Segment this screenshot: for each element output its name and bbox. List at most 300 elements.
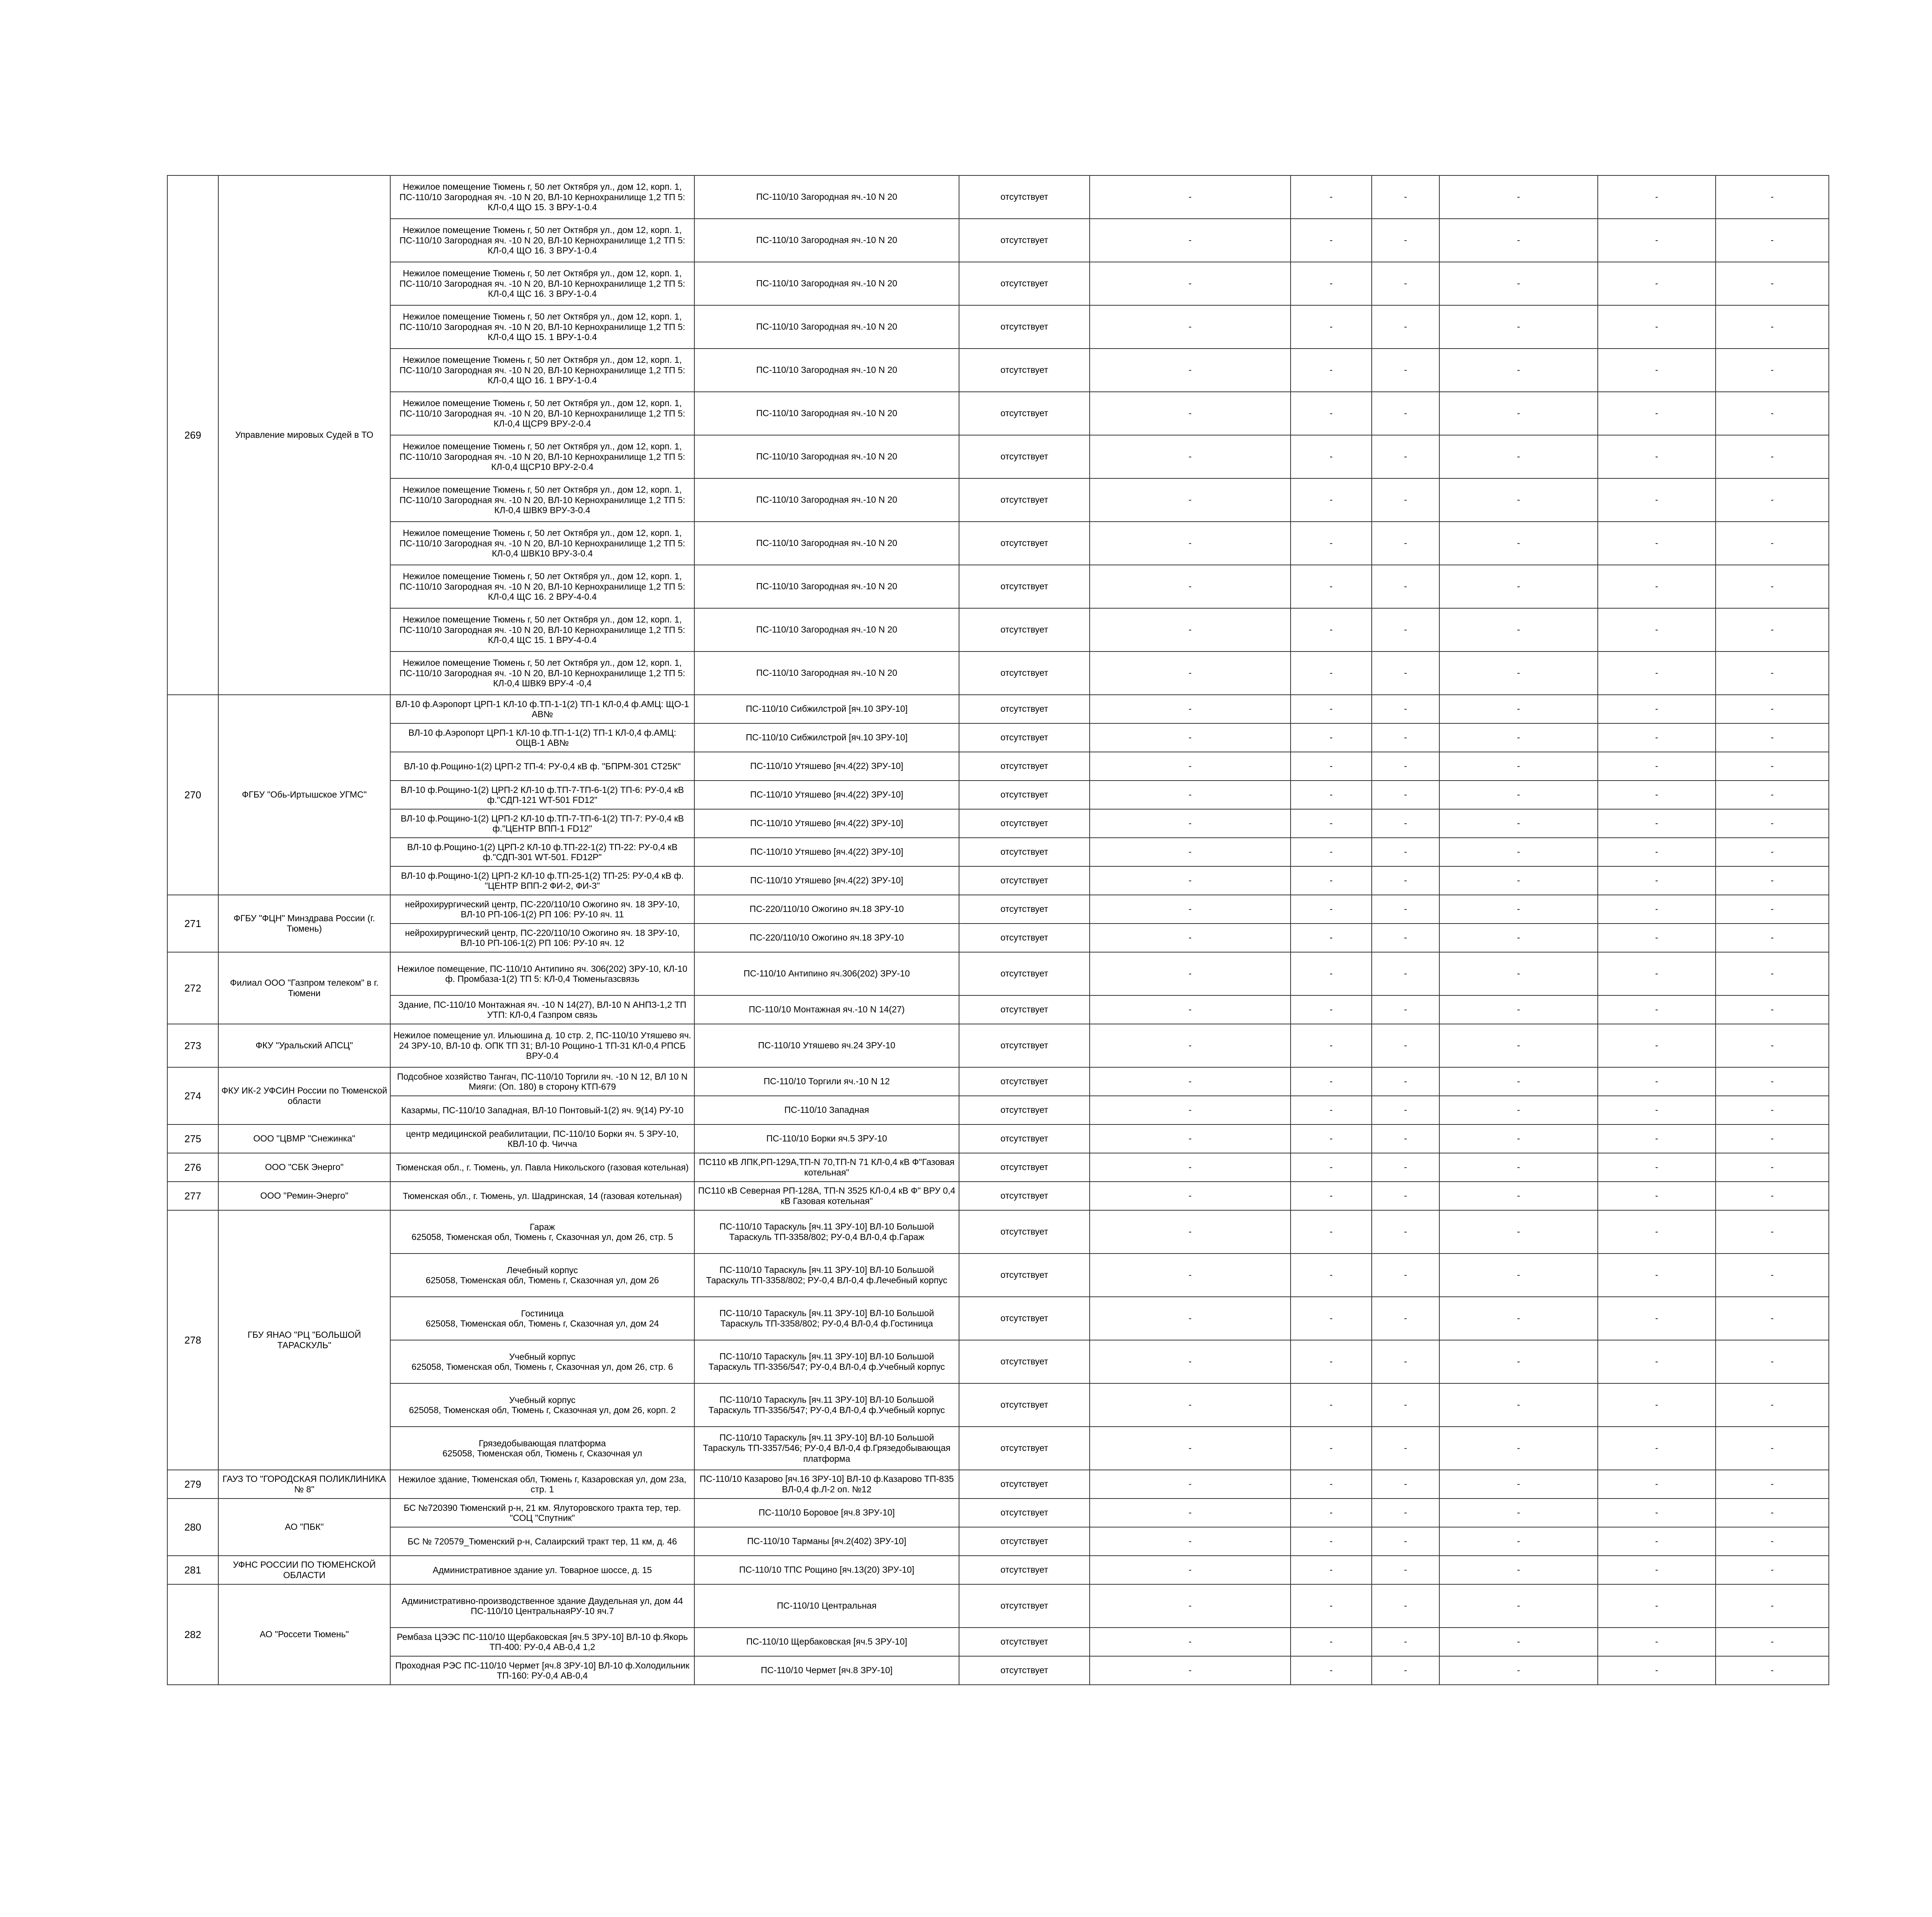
dash-cell: - xyxy=(1598,1556,1716,1584)
status-cell: отсутствует xyxy=(959,838,1090,866)
dash-cell: - xyxy=(1291,781,1372,809)
table-row xyxy=(167,781,1829,809)
dash-cell: - xyxy=(1598,838,1716,866)
substation-cell: ПС-110/10 Утяшево [яч.4(22) ЗРУ-10] xyxy=(694,866,959,895)
object-cell: Административно-производственное здание Даудельная ул, дом 44 ПС-110/10 ЦентральнаяРУ-10 яч.7 xyxy=(390,1584,694,1628)
dash-cell: - xyxy=(1291,1210,1372,1254)
dash-cell: - xyxy=(1598,1124,1716,1153)
substation-cell: ПС-110/10 Центральная xyxy=(694,1584,959,1628)
dash-cell: - xyxy=(1716,995,1829,1024)
dash-cell: - xyxy=(1291,1182,1372,1210)
dash-cell: - xyxy=(1090,1210,1291,1254)
substation-cell: ПС-110/10 Западная xyxy=(694,1096,959,1124)
table-row xyxy=(167,305,1829,349)
row-number: 269 xyxy=(167,175,218,695)
dash-cell: - xyxy=(1090,1254,1291,1297)
dash-cell: - xyxy=(1090,1470,1291,1499)
substation-cell: ПС-110/10 Чермет [яч.8 ЗРУ-10] xyxy=(694,1656,959,1685)
dash-cell: - xyxy=(1291,435,1372,478)
dash-cell: - xyxy=(1090,695,1291,723)
dash-cell: - xyxy=(1372,175,1439,219)
dash-cell: - xyxy=(1716,924,1829,952)
substation-cell: ПС-110/10 Боровое [яч.8 ЗРУ-10] xyxy=(694,1499,959,1527)
dash-cell: - xyxy=(1716,1254,1829,1297)
dash-cell: - xyxy=(1090,995,1291,1024)
dash-cell: - xyxy=(1598,1499,1716,1527)
status-cell: отсутствует xyxy=(959,175,1090,219)
substation-cell: ПС-110/10 Загородная яч.-10 N 20 xyxy=(694,478,959,522)
dash-cell: - xyxy=(1716,1067,1829,1096)
table-row xyxy=(167,809,1829,838)
dash-cell: - xyxy=(1439,752,1598,781)
object-cell: нейрохирургический центр, ПС-220/110/10 Ожогино яч. 18 ЗРУ-10, ВЛ-10 РП-106-1(2) РП 106: РУ-10 яч. 12 xyxy=(390,924,694,952)
dash-cell: - xyxy=(1372,1584,1439,1628)
substation-cell: ПС-110/10 Торгили яч.-10 N 12 xyxy=(694,1067,959,1096)
status-cell: отсутствует xyxy=(959,262,1090,305)
substation-cell: ПС-110/10 Тарманы [яч.2(402) ЗРУ-10] xyxy=(694,1527,959,1556)
object-cell: Нежилое помещение Тюмень г, 50 лет Октября ул., дом 12, корп. 1, ПС-110/10 Загородная яч. -10 N 20, ВЛ-10 Кернохранилище 1,2 ТП 5: КЛ-0,4 ЩС 16. 2 ВРУ-4-0.4 xyxy=(390,565,694,608)
organization-cell: ООО "ЦВМР "Снежинка" xyxy=(218,1124,390,1153)
dash-cell: - xyxy=(1716,1096,1829,1124)
dash-cell: - xyxy=(1291,1383,1372,1427)
table-row xyxy=(167,175,1829,219)
dash-cell: - xyxy=(1439,522,1598,565)
dash-cell: - xyxy=(1291,1527,1372,1556)
dash-cell: - xyxy=(1716,1584,1829,1628)
object-cell: Нежилое помещение Тюмень г, 50 лет Октября ул., дом 12, корп. 1, ПС-110/10 Загородная яч. -10 N 20, ВЛ-10 Кернохранилище 1,2 ТП 5: КЛ-0,4 ШВК10 ВРУ-3-0.4 xyxy=(390,522,694,565)
dash-cell: - xyxy=(1598,1024,1716,1067)
organization-cell: ФКУ ИК-2 УФСИН России по Тюменской области xyxy=(218,1067,390,1124)
dash-cell: - xyxy=(1598,608,1716,651)
dash-cell: - xyxy=(1439,1527,1598,1556)
dash-cell: - xyxy=(1439,1499,1598,1527)
dash-cell: - xyxy=(1598,349,1716,392)
row-number: 276 xyxy=(167,1153,218,1182)
dash-cell: - xyxy=(1598,1628,1716,1656)
dash-cell: - xyxy=(1372,1210,1439,1254)
dash-cell: - xyxy=(1598,1153,1716,1182)
dash-cell: - xyxy=(1291,392,1372,435)
object-cell: ВЛ-10 ф.Рощино-1(2) ЦРП-2 ТП-4: РУ-0,4 кВ ф. "БПРМ-301 СТ25К" xyxy=(390,752,694,781)
row-number: 273 xyxy=(167,1024,218,1067)
table-row xyxy=(167,1210,1829,1254)
dash-cell: - xyxy=(1372,1427,1439,1470)
substation-cell: ПС-110/10 Сибжилстрой [яч.10 ЗРУ-10] xyxy=(694,723,959,752)
dash-cell: - xyxy=(1716,1556,1829,1584)
dash-cell: - xyxy=(1372,809,1439,838)
table-row xyxy=(167,1024,1829,1067)
dash-cell: - xyxy=(1372,952,1439,995)
substation-cell: ПС-110/10 Борки яч.5 ЗРУ-10 xyxy=(694,1124,959,1153)
dash-cell: - xyxy=(1716,809,1829,838)
dash-cell: - xyxy=(1716,565,1829,608)
table-row xyxy=(167,478,1829,522)
dash-cell: - xyxy=(1716,175,1829,219)
object-cell: ВЛ-10 ф.Рощино-1(2) ЦРП-2 КЛ-10 ф.ТП-7-ТП-6-1(2) ТП-7: РУ-0,4 кВ ф."ЦЕНТР ВПП-1 FD12" xyxy=(390,809,694,838)
dash-cell: - xyxy=(1598,809,1716,838)
status-cell: отсутствует xyxy=(959,723,1090,752)
dash-cell: - xyxy=(1090,608,1291,651)
organization-cell: ФГБУ "Обь-Иртышское УГМС" xyxy=(218,695,390,895)
object-cell: Гостиница 625058, Тюменская обл, Тюмень г, Сказочная ул, дом 24 xyxy=(390,1297,694,1340)
organization-cell: ГАУЗ ТО "ГОРОДСКАЯ ПОЛИКЛИНИКА № 8" xyxy=(218,1470,390,1499)
object-cell: Нежилое помещение Тюмень г, 50 лет Октября ул., дом 12, корп. 1, ПС-110/10 Загородная яч. -10 N 20, ВЛ-10 Кернохранилище 1,2 ТП 5: КЛ-0,4 ШВК9 ВРУ-4 -0,4 xyxy=(390,651,694,695)
object-cell: Проходная РЭС ПС-110/10 Чермет [яч.8 ЗРУ-10] ВЛ-10 ф.Холодильник ТП-160: РУ-0,4 АВ-0,4 xyxy=(390,1656,694,1685)
dash-cell: - xyxy=(1291,651,1372,695)
dash-cell: - xyxy=(1598,952,1716,995)
substation-cell: ПС-110/10 Сибжилстрой [яч.10 ЗРУ-10] xyxy=(694,695,959,723)
table-row xyxy=(167,695,1829,723)
data-table xyxy=(167,175,1829,1685)
status-cell: отсутствует xyxy=(959,522,1090,565)
row-number: 282 xyxy=(167,1584,218,1685)
substation-cell: ПС110 кВ ЛПК,РП-129А,ТП-N 70,ТП-N 71 КЛ-0,4 кВ Ф"Газовая котельная" xyxy=(694,1153,959,1182)
dash-cell: - xyxy=(1716,478,1829,522)
dash-cell: - xyxy=(1716,895,1829,924)
status-cell: отсутствует xyxy=(959,608,1090,651)
dash-cell: - xyxy=(1598,924,1716,952)
dash-cell: - xyxy=(1372,752,1439,781)
dash-cell: - xyxy=(1372,565,1439,608)
dash-cell: - xyxy=(1291,924,1372,952)
substation-cell: ПС-110/10 Утяшево [яч.4(22) ЗРУ-10] xyxy=(694,752,959,781)
dash-cell: - xyxy=(1439,1254,1598,1297)
dash-cell: - xyxy=(1372,478,1439,522)
dash-cell: - xyxy=(1090,219,1291,262)
table-row xyxy=(167,1383,1829,1427)
dash-cell: - xyxy=(1598,1210,1716,1254)
dash-cell: - xyxy=(1598,1067,1716,1096)
dash-cell: - xyxy=(1439,1182,1598,1210)
dash-cell: - xyxy=(1372,1067,1439,1096)
status-cell: отсутствует xyxy=(959,924,1090,952)
dash-cell: - xyxy=(1372,1024,1439,1067)
dash-cell: - xyxy=(1716,1153,1829,1182)
status-cell: отсутствует xyxy=(959,478,1090,522)
status-cell: отсутствует xyxy=(959,1024,1090,1067)
dash-cell: - xyxy=(1372,435,1439,478)
dash-cell: - xyxy=(1372,349,1439,392)
substation-cell: ПС-110/10 Утяшево яч.24 ЗРУ-10 xyxy=(694,1024,959,1067)
organization-cell: Управление мировых Судей в ТО xyxy=(218,175,390,695)
dash-cell: - xyxy=(1372,219,1439,262)
dash-cell: - xyxy=(1291,1254,1372,1297)
substation-cell: ПС-110/10 Загородная яч.-10 N 20 xyxy=(694,435,959,478)
dash-cell: - xyxy=(1598,522,1716,565)
dash-cell: - xyxy=(1291,723,1372,752)
row-number: 277 xyxy=(167,1182,218,1210)
dash-cell: - xyxy=(1598,1527,1716,1556)
dash-cell: - xyxy=(1598,866,1716,895)
organization-cell: ФКУ "Уральский АПСЦ" xyxy=(218,1024,390,1067)
dash-cell: - xyxy=(1716,1527,1829,1556)
status-cell: отсутствует xyxy=(959,995,1090,1024)
dash-cell: - xyxy=(1090,1297,1291,1340)
dash-cell: - xyxy=(1090,1628,1291,1656)
table-row xyxy=(167,1153,1829,1182)
dash-cell: - xyxy=(1372,1254,1439,1297)
status-cell: отсутствует xyxy=(959,1527,1090,1556)
status-cell: отсутствует xyxy=(959,695,1090,723)
dash-cell: - xyxy=(1090,781,1291,809)
dash-cell: - xyxy=(1716,1656,1829,1685)
dash-cell: - xyxy=(1439,1556,1598,1584)
object-cell: Тюменская обл., г. Тюмень, ул. Павла Никольского (газовая котельная) xyxy=(390,1153,694,1182)
status-cell: отсутствует xyxy=(959,565,1090,608)
dash-cell: - xyxy=(1090,1182,1291,1210)
dash-cell: - xyxy=(1372,995,1439,1024)
substation-cell: ПС-110/10 Щербаковская [яч.5 ЗРУ-10] xyxy=(694,1628,959,1656)
dash-cell: - xyxy=(1598,565,1716,608)
table-row xyxy=(167,565,1829,608)
dash-cell: - xyxy=(1716,952,1829,995)
dash-cell: - xyxy=(1090,1067,1291,1096)
table-row xyxy=(167,723,1829,752)
dash-cell: - xyxy=(1291,1427,1372,1470)
dash-cell: - xyxy=(1439,866,1598,895)
dash-cell: - xyxy=(1716,219,1829,262)
object-cell: Подсобное хозяйство Тангач, ПС-110/10 Торгили яч. -10 N 12, ВЛ 10 N Мияги: (Оп. 180) в сторону КТП-679 xyxy=(390,1067,694,1096)
dash-cell: - xyxy=(1716,608,1829,651)
table-row xyxy=(167,1584,1829,1628)
organization-cell: УФНС РОССИИ ПО ТЮМЕНСКОЙ ОБЛАСТИ xyxy=(218,1556,390,1584)
status-cell: отсутствует xyxy=(959,1182,1090,1210)
object-cell: Нежилое помещение Тюмень г, 50 лет Октября ул., дом 12, корп. 1, ПС-110/10 Загородная яч. -10 N 20, ВЛ-10 Кернохранилище 1,2 ТП 5: КЛ-0,4 ЩО 16. 3 ВРУ-1-0.4 xyxy=(390,219,694,262)
dash-cell: - xyxy=(1716,781,1829,809)
status-cell: отсутствует xyxy=(959,435,1090,478)
dash-cell: - xyxy=(1090,838,1291,866)
dash-cell: - xyxy=(1439,305,1598,349)
object-cell: Грязедобывающая платформа 625058, Тюменская обл, Тюмень г, Сказочная ул xyxy=(390,1427,694,1470)
object-cell: Нежилое помещение Тюмень г, 50 лет Октября ул., дом 12, корп. 1, ПС-110/10 Загородная яч. -10 N 20, ВЛ-10 Кернохранилище 1,2 ТП 5: КЛ-0,4 ЩО 16. 1 ВРУ-1-0.4 xyxy=(390,349,694,392)
object-cell: центр медицинской реабилитации, ПС-110/10 Борки яч. 5 ЗРУ-10, КВЛ-10 ф. Чичча xyxy=(390,1124,694,1153)
object-cell: Рембаза ЦЭЭС ПС-110/10 Щербаковская [яч.5 ЗРУ-10] ВЛ-10 ф.Якорь ТП-400: РУ-0,4 АВ-0,4 1,2 xyxy=(390,1628,694,1656)
substation-cell: ПС-110/10 Загородная яч.-10 N 20 xyxy=(694,219,959,262)
row-number: 279 xyxy=(167,1470,218,1499)
organization-cell: ФГБУ "ФЦН" Минздрава России (г. Тюмень) xyxy=(218,895,390,952)
status-cell: отсутствует xyxy=(959,752,1090,781)
object-cell: Нежилое здание, Тюменская обл, Тюмень г, Казаровская ул, дом 23а, стр. 1 xyxy=(390,1470,694,1499)
dash-cell: - xyxy=(1291,1024,1372,1067)
table-row xyxy=(167,866,1829,895)
dash-cell: - xyxy=(1090,809,1291,838)
dash-cell: - xyxy=(1439,995,1598,1024)
table-row xyxy=(167,392,1829,435)
dash-cell: - xyxy=(1090,1499,1291,1527)
organization-cell: ООО "СБК Энерго" xyxy=(218,1153,390,1182)
dash-cell: - xyxy=(1439,478,1598,522)
dash-cell: - xyxy=(1291,895,1372,924)
substation-cell: ПС-110/10 Загородная яч.-10 N 20 xyxy=(694,565,959,608)
dash-cell: - xyxy=(1598,651,1716,695)
dash-cell: - xyxy=(1090,924,1291,952)
dash-cell: - xyxy=(1716,723,1829,752)
dash-cell: - xyxy=(1598,305,1716,349)
dash-cell: - xyxy=(1439,723,1598,752)
substation-cell: ПС-220/110/10 Ожогино яч.18 ЗРУ-10 xyxy=(694,924,959,952)
dash-cell: - xyxy=(1372,651,1439,695)
table-row xyxy=(167,1096,1829,1124)
dash-cell: - xyxy=(1291,1096,1372,1124)
table-row xyxy=(167,1470,1829,1499)
dash-cell: - xyxy=(1291,752,1372,781)
table-row xyxy=(167,522,1829,565)
dash-cell: - xyxy=(1598,1656,1716,1685)
object-cell: БС №720390 Тюменский р-н, 21 км. Ялуторовского тракта тер, тер. "СОЦ "Спутник" xyxy=(390,1499,694,1527)
row-number: 272 xyxy=(167,952,218,1024)
dash-cell: - xyxy=(1716,695,1829,723)
table-row xyxy=(167,435,1829,478)
dash-cell: - xyxy=(1598,262,1716,305)
dash-cell: - xyxy=(1372,1628,1439,1656)
status-cell: отсутствует xyxy=(959,1584,1090,1628)
organization-cell: Филиал ООО "Газпром телеком" в г. Тюмени xyxy=(218,952,390,1024)
table-row xyxy=(167,262,1829,305)
object-cell: Административное здание ул. Товарное шоссе, д. 15 xyxy=(390,1556,694,1584)
status-cell: отсутствует xyxy=(959,1656,1090,1685)
dash-cell: - xyxy=(1598,695,1716,723)
dash-cell: - xyxy=(1439,1470,1598,1499)
dash-cell: - xyxy=(1716,1340,1829,1383)
substation-cell: ПС-110/10 Утяшево [яч.4(22) ЗРУ-10] xyxy=(694,781,959,809)
dash-cell: - xyxy=(1439,809,1598,838)
dash-cell: - xyxy=(1598,1254,1716,1297)
table-row xyxy=(167,952,1829,995)
dash-cell: - xyxy=(1291,305,1372,349)
dash-cell: - xyxy=(1598,1340,1716,1383)
dash-cell: - xyxy=(1291,522,1372,565)
dash-cell: - xyxy=(1716,1628,1829,1656)
dash-cell: - xyxy=(1372,781,1439,809)
dash-cell: - xyxy=(1439,175,1598,219)
dash-cell: - xyxy=(1439,1584,1598,1628)
row-number: 281 xyxy=(167,1556,218,1584)
table-row xyxy=(167,1427,1829,1470)
substation-cell: ПС-110/10 Загородная яч.-10 N 20 xyxy=(694,175,959,219)
dash-cell: - xyxy=(1439,1628,1598,1656)
dash-cell: - xyxy=(1090,952,1291,995)
dash-cell: - xyxy=(1090,1427,1291,1470)
substation-cell: ПС-110/10 Тараскуль [яч.11 ЗРУ-10] ВЛ-10 Большой Тараскуль ТП-3356/547; РУ-0,4 ВЛ-0,4 ф.Учебный корпус xyxy=(694,1383,959,1427)
dash-cell: - xyxy=(1090,478,1291,522)
dash-cell: - xyxy=(1598,175,1716,219)
status-cell: отсутствует xyxy=(959,392,1090,435)
substation-cell: ПС-110/10 Тараскуль [яч.11 ЗРУ-10] ВЛ-10 Большой Тараскуль ТП-3358/802; РУ-0,4 ВЛ-0,4 ф.Лечебный корпус xyxy=(694,1254,959,1297)
dash-cell: - xyxy=(1716,522,1829,565)
dash-cell: - xyxy=(1372,924,1439,952)
status-cell: отсутствует xyxy=(959,1383,1090,1427)
dash-cell: - xyxy=(1090,305,1291,349)
dash-cell: - xyxy=(1716,1297,1829,1340)
dash-cell: - xyxy=(1716,1470,1829,1499)
dash-cell: - xyxy=(1090,895,1291,924)
dash-cell: - xyxy=(1291,838,1372,866)
table-row xyxy=(167,1628,1829,1656)
dash-cell: - xyxy=(1372,1383,1439,1427)
dash-cell: - xyxy=(1090,1527,1291,1556)
dash-cell: - xyxy=(1598,895,1716,924)
dash-cell: - xyxy=(1716,262,1829,305)
substation-cell: ПС-110/10 Тараскуль [яч.11 ЗРУ-10] ВЛ-10 Большой Тараскуль ТП-3356/547; РУ-0,4 ВЛ-0,4 ф.Учебный корпус xyxy=(694,1340,959,1383)
status-cell: отсутствует xyxy=(959,895,1090,924)
table-row xyxy=(167,1254,1829,1297)
dash-cell: - xyxy=(1090,392,1291,435)
dash-cell: - xyxy=(1598,1470,1716,1499)
object-cell: Тюменская обл., г. Тюмень, ул. Шадринская, 14 (газовая котельная) xyxy=(390,1182,694,1210)
dash-cell: - xyxy=(1090,651,1291,695)
dash-cell: - xyxy=(1372,1340,1439,1383)
dash-cell: - xyxy=(1439,349,1598,392)
dash-cell: - xyxy=(1090,565,1291,608)
dash-cell: - xyxy=(1291,1499,1372,1527)
dash-cell: - xyxy=(1598,392,1716,435)
table-row xyxy=(167,349,1829,392)
dash-cell: - xyxy=(1291,695,1372,723)
status-cell: отсутствует xyxy=(959,1499,1090,1527)
dash-cell: - xyxy=(1598,1297,1716,1340)
object-cell: Нежилое помещение Тюмень г, 50 лет Октября ул., дом 12, корп. 1, ПС-110/10 Загородная яч. -10 N 20, ВЛ-10 Кернохранилище 1,2 ТП 5: КЛ-0,4 ЩСР10 ВРУ-2-0.4 xyxy=(390,435,694,478)
dash-cell: - xyxy=(1439,435,1598,478)
dash-cell: - xyxy=(1090,752,1291,781)
dash-cell: - xyxy=(1291,1124,1372,1153)
dash-cell: - xyxy=(1439,1096,1598,1124)
dash-cell: - xyxy=(1372,1153,1439,1182)
substation-cell: ПС-110/10 Загородная яч.-10 N 20 xyxy=(694,262,959,305)
substation-cell: ПС-110/10 Загородная яч.-10 N 20 xyxy=(694,522,959,565)
dash-cell: - xyxy=(1291,565,1372,608)
status-cell: отсутствует xyxy=(959,1210,1090,1254)
dash-cell: - xyxy=(1291,175,1372,219)
dash-cell: - xyxy=(1372,522,1439,565)
row-number: 275 xyxy=(167,1124,218,1153)
dash-cell: - xyxy=(1090,1656,1291,1685)
dash-cell: - xyxy=(1439,781,1598,809)
dash-cell: - xyxy=(1291,952,1372,995)
substation-cell: ПС-110/10 Загородная яч.-10 N 20 xyxy=(694,392,959,435)
table-row xyxy=(167,1499,1829,1527)
substation-cell: ПС-220/110/10 Ожогино яч.18 ЗРУ-10 xyxy=(694,895,959,924)
table-row xyxy=(167,1340,1829,1383)
dash-cell: - xyxy=(1598,1584,1716,1628)
dash-cell: - xyxy=(1372,1527,1439,1556)
substation-cell: ПС-110/10 Тараскуль [яч.11 ЗРУ-10] ВЛ-10 Большой Тараскуль ТП-3358/802; РУ-0,4 ВЛ-0,4 ф.Гараж xyxy=(694,1210,959,1254)
dash-cell: - xyxy=(1716,1427,1829,1470)
dash-cell: - xyxy=(1372,1096,1439,1124)
dash-cell: - xyxy=(1439,695,1598,723)
dash-cell: - xyxy=(1598,1383,1716,1427)
substation-cell: ПС110 кВ Северная РП-128А, ТП-N 3525 КЛ-0,4 кВ Ф" ВРУ 0,4 кВ Газовая котельная" xyxy=(694,1182,959,1210)
status-cell: отсутствует xyxy=(959,219,1090,262)
status-cell: отсутствует xyxy=(959,349,1090,392)
organization-cell: ГБУ ЯНАО "РЦ "БОЛЬШОЙ ТАРАСКУЛЬ" xyxy=(218,1210,390,1470)
dash-cell: - xyxy=(1439,924,1598,952)
substation-cell: ПС-110/10 Загородная яч.-10 N 20 xyxy=(694,305,959,349)
dash-cell: - xyxy=(1716,435,1829,478)
dash-cell: - xyxy=(1439,1067,1598,1096)
object-cell: ВЛ-10 ф.Аэропорт ЦРП-1 КЛ-10 ф.ТП-1-1(2) ТП-1 КЛ-0,4 ф.АМЦ: ОЩВ-1 АВ№ xyxy=(390,723,694,752)
dash-cell: - xyxy=(1291,1067,1372,1096)
table-row xyxy=(167,1124,1829,1153)
dash-cell: - xyxy=(1716,1210,1829,1254)
dash-cell: - xyxy=(1439,1340,1598,1383)
status-cell: отсутствует xyxy=(959,1067,1090,1096)
substation-cell: ПС-110/10 Антипино яч.306(202) ЗРУ-10 xyxy=(694,952,959,995)
dash-cell: - xyxy=(1439,608,1598,651)
status-cell: отсутствует xyxy=(959,305,1090,349)
dash-cell: - xyxy=(1372,838,1439,866)
dash-cell: - xyxy=(1439,1210,1598,1254)
dash-cell: - xyxy=(1716,866,1829,895)
